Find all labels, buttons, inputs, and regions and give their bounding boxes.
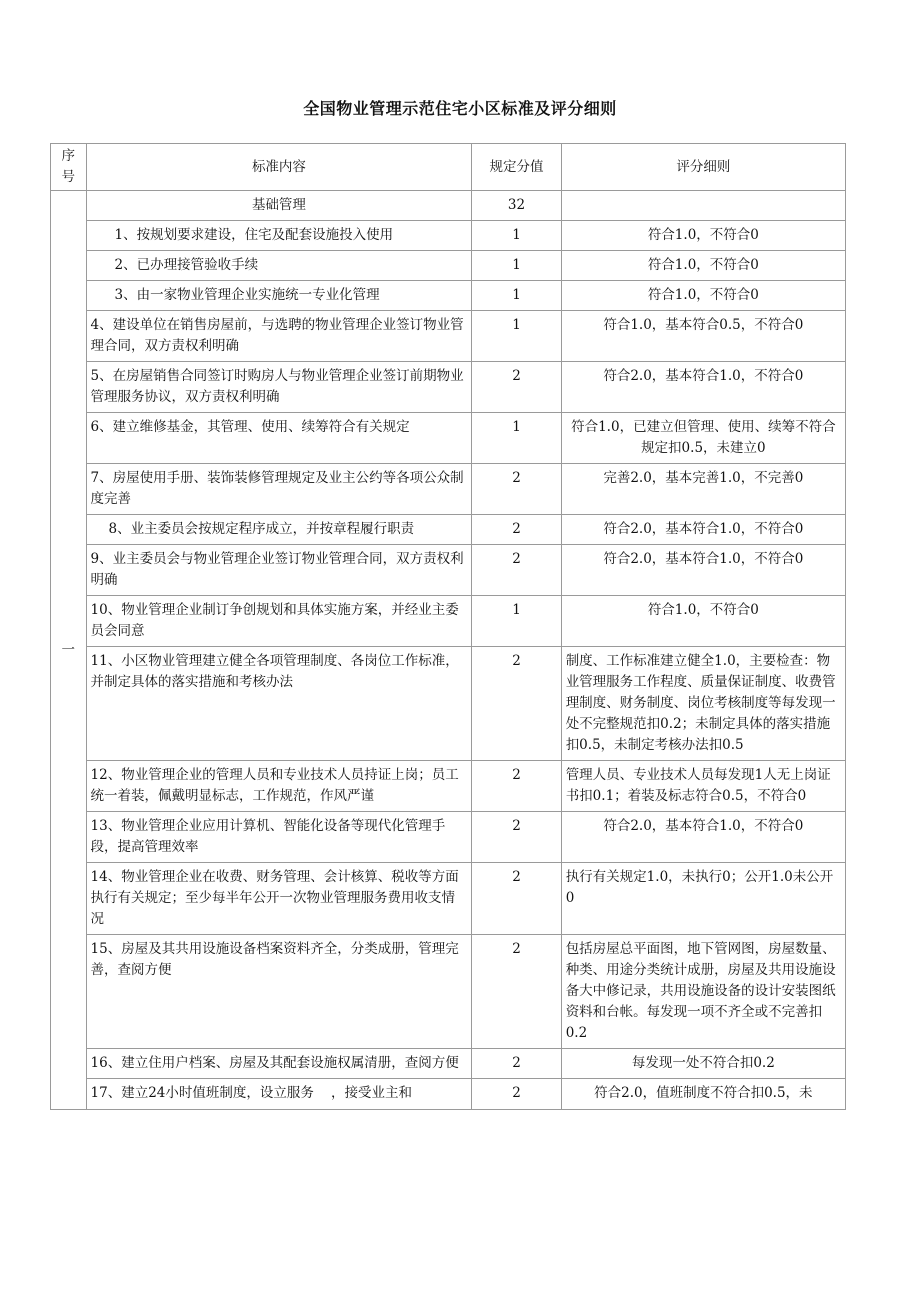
table-row — [51, 812, 846, 863]
table-row — [51, 1049, 846, 1079]
row-score: 1 — [472, 596, 561, 647]
row-score: 2 — [472, 812, 561, 863]
section-number: 一 — [51, 191, 87, 1110]
table-row — [51, 413, 846, 464]
document-title: 全国物业管理示范住宅小区标准及评分细则 — [303, 99, 617, 118]
row-rule: 符合1.0，不符合0 — [561, 281, 845, 311]
table-row — [51, 647, 846, 761]
table-row — [51, 464, 846, 515]
row-score: 1 — [472, 221, 561, 251]
row-content: 11、小区物业管理建立健全各项管理制度、各岗位工作标准，并制定具体的落实措施和考核办法 — [86, 647, 472, 761]
row-score: 2 — [472, 647, 561, 761]
row-score: 1 — [472, 251, 561, 281]
row-rule: 符合2.0，基本符合1.0，不符合0 — [561, 545, 845, 596]
row-rule: 符合1.0，不符合0 — [561, 251, 845, 281]
row-score: 2 — [472, 1049, 561, 1079]
section-name: 基础管理 — [86, 191, 472, 221]
table-row — [51, 311, 846, 362]
row-content: 7、房屋使用手册、装饰装修管理规定及业主公约等各项公众制度完善 — [86, 464, 472, 515]
row-score: 2 — [472, 464, 561, 515]
row-score: 2 — [472, 1079, 561, 1110]
table-row — [51, 281, 846, 311]
table-row — [51, 362, 846, 413]
row-content: 3、由一家物业管理企业实施统一专业化管理 — [86, 281, 472, 311]
row-rule: 包括房屋总平面图，地下管网图，房屋数量、种类、用途分类统计成册，房屋及共用设施设备大中修记录，共用设施设备的设计安装图纸资料和台帐。每发现一项不齐全或不完善扣0.2 — [561, 935, 845, 1049]
row-content: 9、业主委员会与物业管理企业签订物业管理合同，双方责权利明确 — [86, 545, 472, 596]
row-score: 2 — [472, 863, 561, 935]
row-score: 2 — [472, 761, 561, 812]
table-row — [51, 515, 846, 545]
row-content: 4、建设单位在销售房屋前，与选聘的物业管理企业签订物业管理合同，双方责权利明确 — [86, 311, 472, 362]
table-header-row — [51, 144, 846, 191]
row-content: 16、建立住用户档案、房屋及其配套设施权属清册，查阅方便 — [86, 1049, 472, 1079]
row-content: 1、按规划要求建设，住宅及配套设施投入使用 — [86, 221, 472, 251]
row-score: 2 — [472, 515, 561, 545]
row-content: 15、房屋及其共用设施设备档案资料齐全，分类成册，管理完善，查阅方便 — [86, 935, 472, 1049]
row-score: 2 — [472, 935, 561, 1049]
section-score: 32 — [472, 191, 561, 221]
row-rule: 每发现一处不符合扣0.2 — [561, 1049, 845, 1079]
header-score: 规定分值 — [472, 144, 561, 191]
row-score: 1 — [472, 413, 561, 464]
header-serial: 序号 — [51, 144, 87, 191]
header-content: 标准内容 — [86, 144, 472, 191]
table-row — [51, 1079, 846, 1110]
row-rule: 符合2.0，基本符合1.0，不符合0 — [561, 362, 845, 413]
scoring-table — [50, 143, 846, 1110]
row-score: 1 — [472, 311, 561, 362]
table-row — [51, 251, 846, 281]
row-rule: 符合2.0，基本符合1.0，不符合0 — [561, 515, 845, 545]
table-row — [51, 221, 846, 251]
row-rule: 执行有关规定1.0，未执行0；公开1.0未公开0 — [561, 863, 845, 935]
row-content: 5、在房屋销售合同签订时购房人与物业管理企业签订前期物业管理服务协议，双方责权利明确 — [86, 362, 472, 413]
row-rule: 符合1.0，基本符合0.5，不符合0 — [561, 311, 845, 362]
row-content: 13、物业管理企业应用计算机、智能化设备等现代化管理手段，提高管理效率 — [86, 812, 472, 863]
row-score: 2 — [472, 362, 561, 413]
row-rule: 管理人员、专业技术人员每发现1人无上岗证书扣0.1；着装及标志符合0.5，不符合0 — [561, 761, 845, 812]
row-rule: 符合1.0，不符合0 — [561, 221, 845, 251]
row-content: 17、建立24小时值班制度，设立服务 ，接受业主和 — [86, 1079, 472, 1110]
row-rule: 符合1.0，不符合0 — [561, 596, 845, 647]
row-content: 10、物业管理企业制订争创规划和具体实施方案，并经业主委员会同意 — [86, 596, 472, 647]
row-rule: 符合1.0，已建立但管理、使用、续筹不符合规定扣0.5，未建立0 — [561, 413, 845, 464]
row-rule: 符合2.0，基本符合1.0，不符合0 — [561, 812, 845, 863]
row-content: 8、业主委员会按规定程序成立，并按章程履行职责 — [86, 515, 472, 545]
row-rule: 制度、工作标准建立健全1.0，主要检查：物业管理服务工作程度、质量保证制度、收费管理制度、财务制度、岗位考核制度等每发现一处不完整规范扣0.2；未制定具体的落实措施扣0.5，未制定考核办法扣0.5 — [561, 647, 845, 761]
row-content: 6、建立维修基金，其管理、使用、续筹符合有关规定 — [86, 413, 472, 464]
header-rule: 评分细则 — [561, 144, 845, 191]
table-row — [51, 761, 846, 812]
table-row — [51, 545, 846, 596]
section-row — [51, 191, 846, 221]
row-rule: 符合2.0，值班制度不符合扣0.5，未 — [561, 1079, 845, 1110]
table-row — [51, 935, 846, 1049]
row-content: 14、物业管理企业在收费、财务管理、会计核算、税收等方面执行有关规定；至少每半年公开一次物业管理服务费用收支情况 — [86, 863, 472, 935]
row-rule: 完善2.0，基本完善1.0，不完善0 — [561, 464, 845, 515]
table-row — [51, 863, 846, 935]
row-score: 1 — [472, 281, 561, 311]
section-rule — [561, 191, 845, 221]
table-row — [51, 596, 846, 647]
row-content: 2、已办理接管验收手续 — [86, 251, 472, 281]
row-score: 2 — [472, 545, 561, 596]
row-content: 12、物业管理企业的管理人员和专业技术人员持证上岗；员工统一着装，佩戴明显标志，工作规范，作风严谨 — [86, 761, 472, 812]
